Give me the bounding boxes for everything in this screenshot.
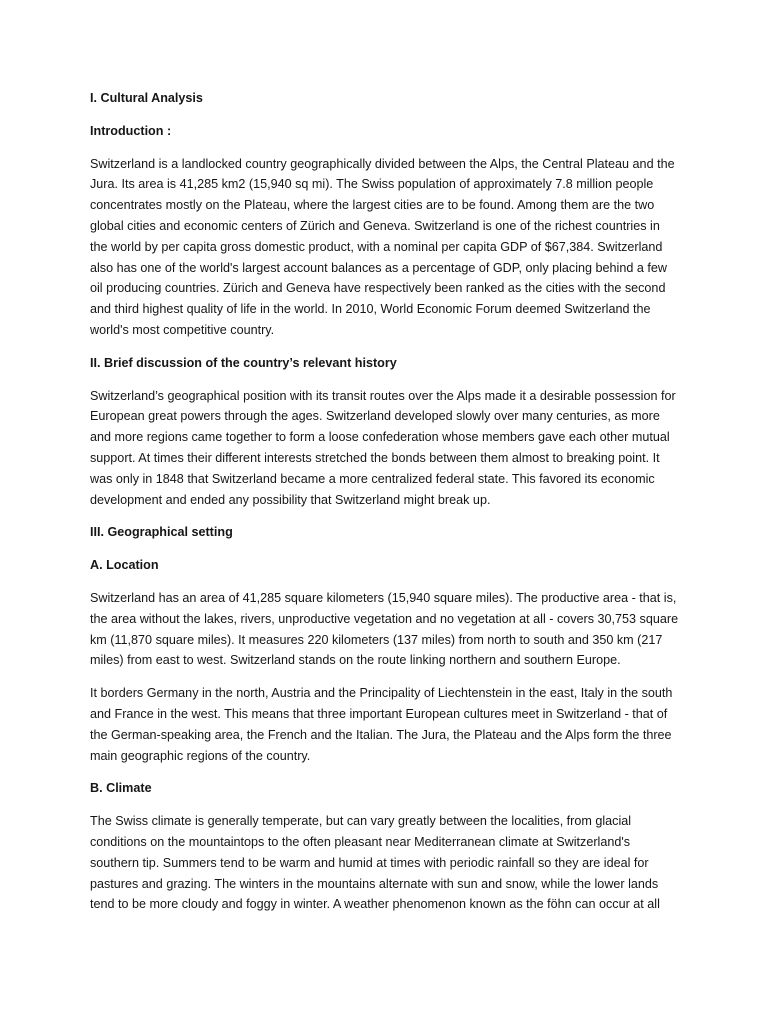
- subheading-climate: B. Climate: [90, 781, 152, 796]
- paragraph-history: Switzerland’s geographical position with its transit routes over the Alps made it a desirable possession for European great powers through the ages. Switzerland developed slowly over many centuries, as more and more regions came together to form a loose confederation whose members gave each other mutual support. At times their different interests stretched the bonds between them almost to breaking point. It was only in 1848 that Switzerland became a more centralized federal state. This favored its economic development and ended any possibility that Switzerland might break up.: [90, 388, 676, 507]
- section-heading-cultural-analysis: I. Cultural Analysis: [90, 91, 203, 105]
- subheading-introduction: Introduction :: [90, 123, 172, 138]
- paragraph-climate: The Swiss climate is generally temperate, but can vary greatly between the localities, from glacial conditions on the mountaintops to the often pleasant near Mediterranean climate at Switzerland's southern tip. Summers tend to be warm and humid at times with periodic rainfall so they are ideal for pastures and grazing. The winters in the mountains alternate with sun and snow, while the lower lands tend to be more cloudy and foggy in winter. A weather phenomenon known as the föhn can occur at all: [90, 814, 660, 912]
- paragraph-location-borders: It borders Germany in the north, Austria and the Principality of Liechtenstein in the east, Italy in the south and France in the west. This means that three important European cultures meet in Switzerland - that of the German-speaking area, the French and the Italian. The Jura, the Plateau and the Alps form the three main geographic regions of the country.: [90, 686, 673, 763]
- paragraph-location-area: Switzerland has an area of 41,285 square kilometers (15,940 square miles). The productive area - that is, the area without the lakes, rivers, unproductive vegetation and no vegetation at all - covers 30,753 square km (11,870 square miles). It measures 220 kilometers (137 miles) from north to south and 350 km (217 miles) from east to west. Switzerland stands on the route linking northern and southern Europe.: [90, 590, 679, 668]
- paragraph-introduction: Switzerland is a landlocked country geographically divided between the Alps, the Central Plateau and the Jura. Its area is 41,285 km2 (15,940 sq mi). The Swiss population of approximately 7.8 million people concentrates mostly on the Plateau, where the largest cities are to be found. Among them are the two global cities and economic centers of Zürich and Geneva. Switzerland is one of the richest countries in the world by per capita gross domestic product, with a nominal per capita GDP of $67,384. Switzerland also has one of the world's largest account balances as a percentage of GDP, only placing behind a few oil producing countries. Zürich and Geneva have respectively been ranked as the cities with the second and third highest quality of life in the world. In 2010, World Economic Forum deemed Switzerland the world's most competitive country.: [90, 156, 675, 337]
- subheading-location: A. Location: [90, 558, 159, 573]
- section-heading-history: II. Brief discussion of the country’s relevant history: [90, 355, 397, 370]
- section-heading-geographical-setting: III. Geographical setting: [90, 525, 233, 540]
- document-page: [90, 88, 680, 927]
